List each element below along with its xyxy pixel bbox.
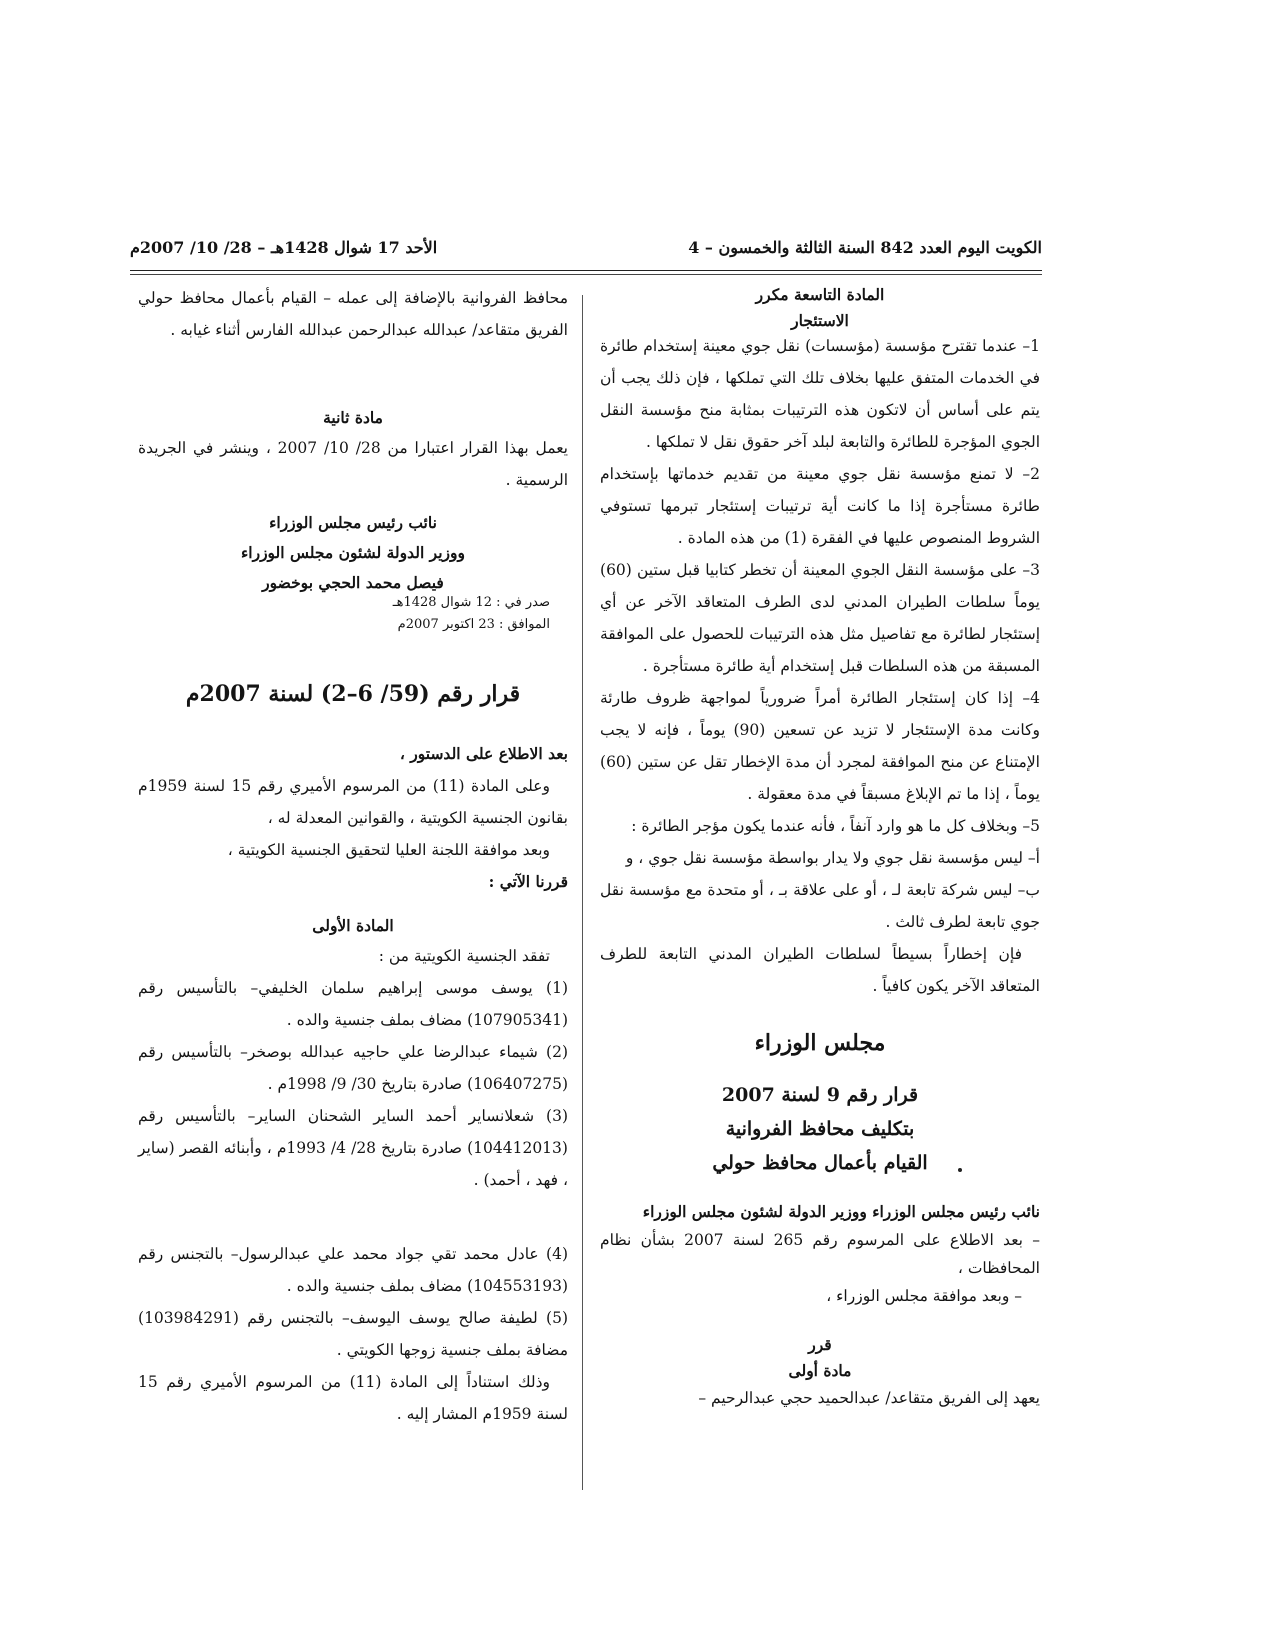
signature-line: ووزير الدولة لشئون مجلس الوزراء [240,543,465,562]
header-date: الأحد 17 شوال 1428هـ – 28/ 10/ 2007م [130,238,438,257]
closing-paragraph: وذلك استناداً إلى المادة (11) من المرسوم الأميري رقم 15 لسنة 1959م المشار إليه . [138,1373,568,1423]
decree-9-preamble [600,1198,1040,1310]
article-1-title-left: المادة الأولى [312,916,394,935]
corresponding-date: الموافق : 23 اكتوبر 2007م [397,617,550,632]
decree-title-line: القيام بأعمال محافظ حولي [712,1152,928,1174]
issuer-line: نائب رئيس مجلس الوزراء ووزير الدولة لشئون مجلس الوزراء [642,1202,1040,1221]
decree-title-line: بتكليف محافظ الفروانية [725,1118,915,1140]
list-item: (4) عادل محمد تقي جواد محمد علي عبدالرسول– بالتجنس رقم (104553193) مضاف بملف جنسية والده . [138,1245,568,1295]
signature-line: نائب رئيس مجلس الوزراء [269,513,437,532]
article-9-heading [600,282,1040,334]
header-rule [130,270,1042,271]
nationality-list-continued [138,1238,568,1430]
paragraph: أ– ليس مؤسسة نقل جوي ولا يدار بواسطة مؤسسة نقل جوي ، و [625,849,1040,867]
reference-line: بعد الاطلاع على الدستور ، [399,744,568,763]
paragraph: ب– ليس شركة تابعة لـ ، أو على علاقة بـ ، أو متحدة مع مؤسسة نقل جوي تابعة لطرف ثالث . [600,881,1040,931]
article-1-title: مادة أولى [788,1361,852,1380]
article-2-text: يعمل بهذا القرار اعتبارا من 28/ 10/ 2007 ، وينشر في الجريدة الرسمية . [138,439,569,489]
paragraph: 4– إذا كان إستئجار الطائرة أمراً ضرورياً لمواجهة ظروف طارئة وكانت مدة الإستئجار لا تزيد عن تسعين (90) يوماً ، فإنه لا يجب الإمتناع عن منح الموافقة لمجرد أن مدة الإخطار تقل عن ستين (60) يوماً ، إذا ما تم الإبلاغ مسبقاً في مدة معقولة . [600,689,1040,803]
decree-9-title [600,1078,1040,1180]
reference-line: – وبعد موافقة مجلس الوزراء ، [826,1287,1022,1305]
signature-line: فيصل محمد الحجي بوخضور [262,573,444,592]
bullet-mark [958,1168,962,1172]
list-item: (3) شعلانساير أحمد الساير الشحنان الساير– بالتأسيس رقم (104412013) صادرة بتاريخ 28/ 4/ 1993م ، وأبنائه القصر (ساير ، فهد ، أحمد) . [138,1107,568,1189]
page-header [130,238,1042,266]
header-rule-thin [130,274,1042,275]
reference-line: وبعد موافقة اللجنة العليا لتحقيق الجنسية الكويتية ، [227,841,550,859]
nationality-list [138,940,568,1196]
signature-block [138,508,568,598]
list-item: (2) شيماء عبدالرضا علي حاجيه عبدالله بوصخر– بالتأسيس رقم (106407275) صادرة بتاريخ 30/ 9/ 1998م . [138,1043,568,1093]
article-2-title: مادة ثانية [323,408,383,427]
list-intro: تفقد الجنسية الكويتية من : [378,947,550,965]
decided-label: قرر [808,1335,832,1354]
issued-date: صدر في : 12 شوال 1428هـ [392,595,550,610]
decree-9-decision [600,1332,1040,1384]
decree-59-preamble [138,738,568,898]
paragraph: 1– عندما تقترح مؤسسة (مؤسسات) نقل جوي معينة إستخدام طائرة في الخدمات المتفق عليها بخلاف تلك التي تملكها ، فإن ذلك يجب أن يتم على أساس أن لاتكون هذه الترتيبات بمثابة منح مؤسسة النقل الجوي المؤجرة للطائرة والتابعة لبلد آخر حقوق نقل لا تملكها . [600,337,1040,451]
article-9-subtitle: الاستئجار [791,311,849,330]
paragraph: 2– لا تمنع مؤسسة نقل جوي معينة من تقديم خدماتها بإستخدام طائرة مستأجرة إذا ما كانت أية ترتيبات إستئجار تبرمها تستوفي الشروط المنصوص عليها في الفقرة (1) من هذه المادة . [600,465,1040,547]
article-9-body [600,330,1040,1002]
article-9-title: المادة التاسعة مكرر [755,285,885,304]
list-item: (5) لطيفة صالح يوسف اليوسف– بالتجنس رقم (103984291) مضافة بملف جنسية زوجها الكويتي . [138,1309,568,1359]
decree-title-line: قرار رقم 9 لسنة 2007 [721,1084,919,1106]
list-item: (1) يوسف موسى إبراهيم سلمان الخليفي– بالتأسيس رقم (107905341) مضاف بملف جنسية والده . [138,979,568,1029]
council-title: مجلس الوزراء [754,1030,886,1056]
article-1-text: يعهد إلى الفريق متقاعد/ عبدالحميد حجي عبدالرحيم – [698,1389,1040,1407]
reference-line: وعلى المادة (11) من المرسوم الأميري رقم 15 لسنة 1959م بقانون الجنسية الكويتية ، والقوانين المعدلة له ، [138,777,568,827]
header-publication: الكويت اليوم العدد 842 السنة الثالثة والخمسون – 4 [688,238,1042,257]
decree-59-title: قرار رقم (59/ 6–2) لسنة 2007م [185,681,521,707]
paragraph: 3– على مؤسسة النقل الجوي المعينة أن تخطر كتابيا قبل ستين (60) يوماً سلطات الطيران المدني لدى الطرف المتعاقد الآخر عن أي إستئجار لطائرة مع تفاصيل مثل هذه الترتيبات للحصول على الموافقة المسبقة من هذه السلطات قبل إستخدام أية طائرة مستأجرة . [600,561,1040,675]
paragraph: فإن إخطاراً بسيطاً لسلطات الطيران المدني التابعة للطرف المتعاقد الآخر يكون كافياً . [600,945,1040,995]
paragraph: 5– وبخلاف كل ما هو وارد آنفاً ، فأنه عندما يكون مؤجر الطائرة : [631,817,1040,835]
issue-dates [300,592,550,636]
decided-label: قررنا الآتي : [488,872,568,891]
reference-line: – بعد الاطلاع على المرسوم رقم 265 لسنة 2007 بشأن نظام المحافظات ، [600,1231,1040,1277]
continuation-text: محافظ الفروانية بالإضافة إلى عمله – القيام بأعمال محافظ حولي الفريق متقاعد/ عبدالله عبدالرحمن عبدالله الفارس أثناء غيابه . [138,289,568,339]
column-divider [582,295,583,1490]
